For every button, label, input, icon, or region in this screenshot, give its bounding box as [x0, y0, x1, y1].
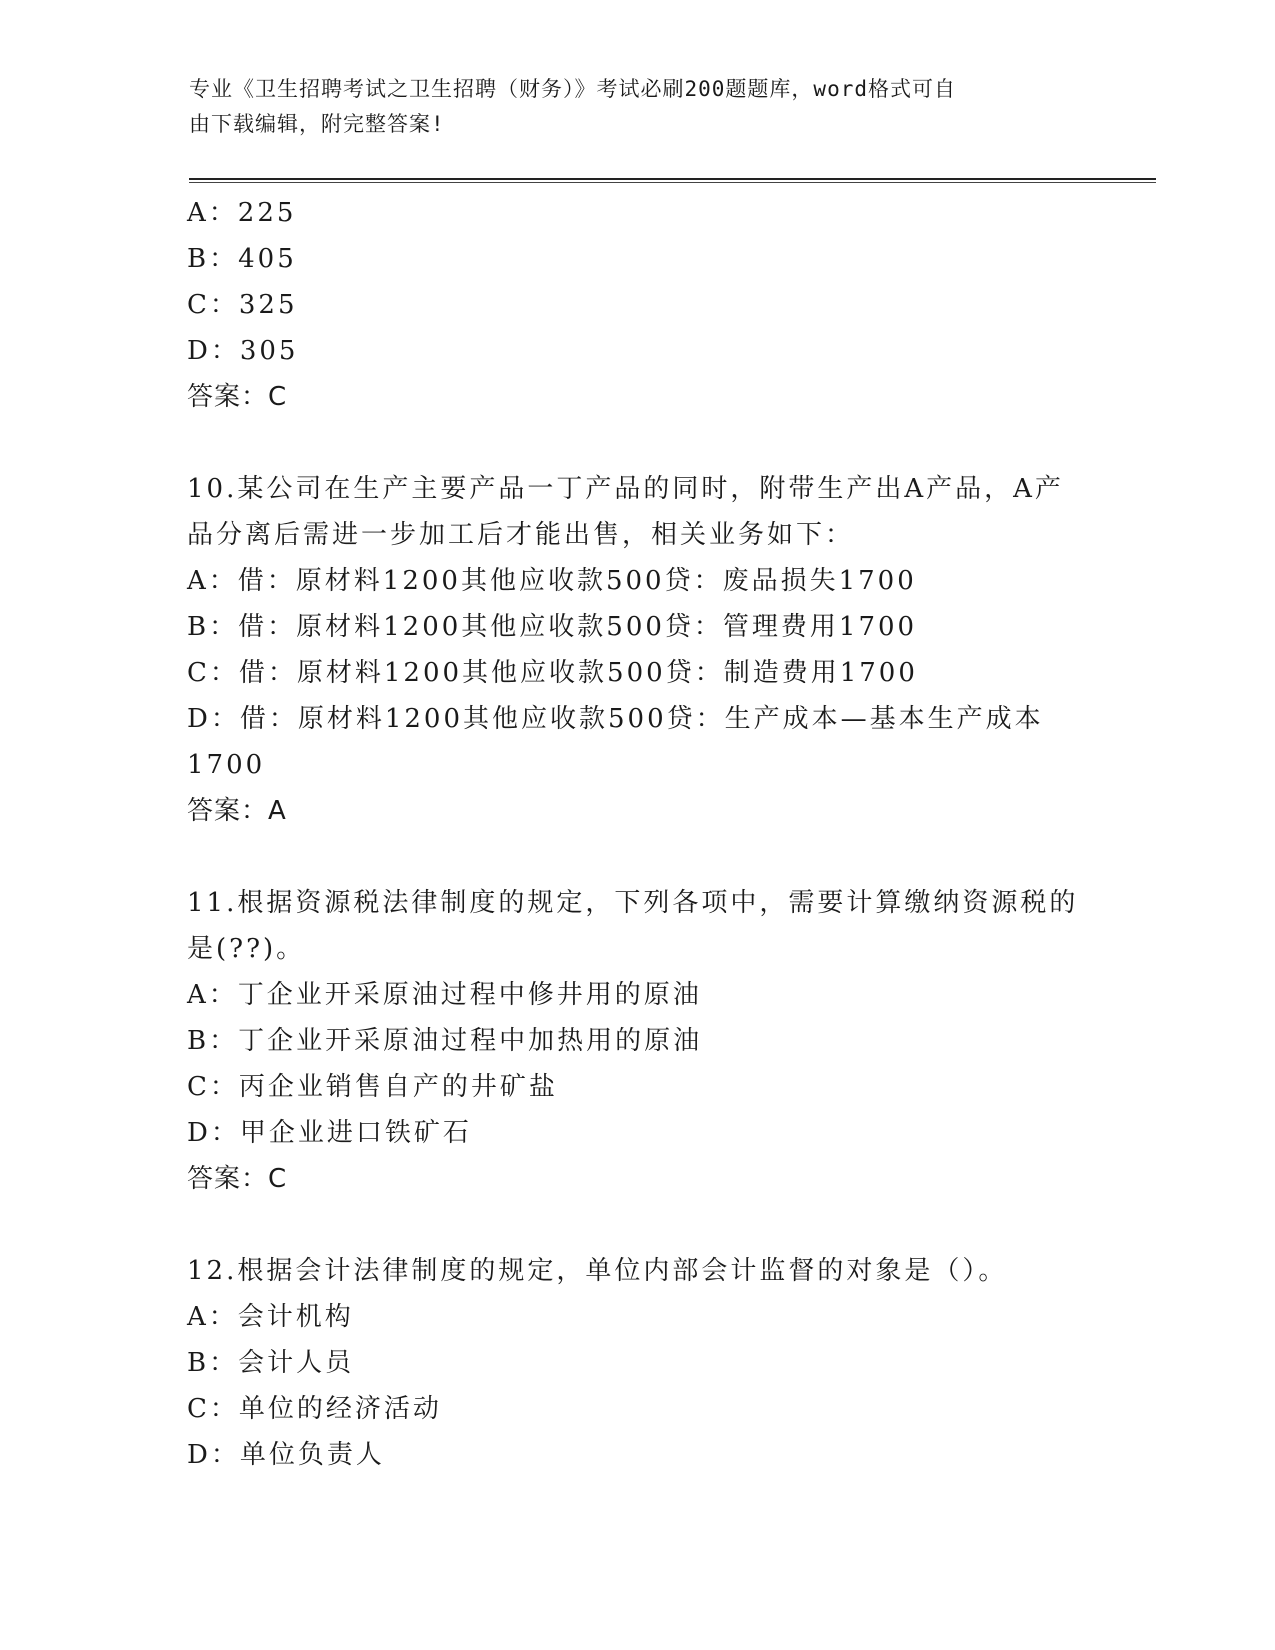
question-stem-cont: 品分离后需进一步加工后才能出售，相关业务如下：: [187, 520, 855, 550]
option-d-cont: 1700: [187, 750, 266, 780]
option-c: C：丙企业销售自产的井矿盐: [187, 1072, 558, 1102]
option-a: A：借：原材料1200其他应收款500贷：废品损失1700: [187, 566, 917, 596]
option-d: D：305: [187, 336, 299, 366]
header-divider-thin: [189, 182, 1156, 183]
question-9: [187, 190, 1087, 420]
question-stem: 12.根据会计法律制度的规定，单位内部会计监督的对象是（）。: [187, 1256, 1008, 1286]
option-a: A：225: [187, 198, 297, 228]
question-12: [187, 1248, 1087, 1478]
option-c: C：325: [187, 290, 298, 320]
option-c: C：单位的经济活动: [187, 1394, 442, 1424]
question-11: [187, 880, 1087, 1202]
question-stem: 11.根据资源税法律制度的规定，下列各项中，需要计算缴纳资源税的: [187, 888, 1079, 918]
answer: 答案：C: [187, 1164, 288, 1194]
question-10: [187, 466, 1087, 834]
header-divider-thick: [189, 178, 1156, 180]
option-b: B：405: [187, 244, 297, 274]
option-a: A：丁企业开采原油过程中修井用的原油: [187, 980, 702, 1010]
option-d: D：甲企业进口铁矿石: [187, 1118, 472, 1148]
header-line-1: 专业《卫生招聘考试之卫生招聘（财务）》考试必刷200题题库，word格式可自: [189, 77, 956, 101]
spacer: [187, 420, 1087, 466]
option-d: D：单位负责人: [187, 1440, 385, 1470]
document-header: [189, 72, 1069, 142]
spacer: [187, 1202, 1087, 1248]
option-d: D：借：原材料1200其他应收款500贷：生产成本—基本生产成本: [187, 704, 1044, 734]
option-a: A：会计机构: [187, 1302, 354, 1332]
question-list: [187, 190, 1087, 1478]
header-line-2: 由下载编辑，附完整答案!: [189, 112, 445, 136]
answer: 答案：A: [187, 796, 287, 826]
option-b: B：丁企业开采原油过程中加热用的原油: [187, 1026, 703, 1056]
option-b: B：借：原材料1200其他应收款500贷：管理费用1700: [187, 612, 918, 642]
question-stem: 10.某公司在生产主要产品一丁产品的同时，附带生产出A产品，A产: [187, 474, 1064, 504]
option-b: B：会计人员: [187, 1348, 355, 1378]
option-c: C：借：原材料1200其他应收款500贷：制造费用1700: [187, 658, 918, 688]
question-stem-cont: 是(??)。: [187, 934, 306, 964]
answer: 答案：C: [187, 382, 288, 412]
spacer: [187, 834, 1087, 880]
